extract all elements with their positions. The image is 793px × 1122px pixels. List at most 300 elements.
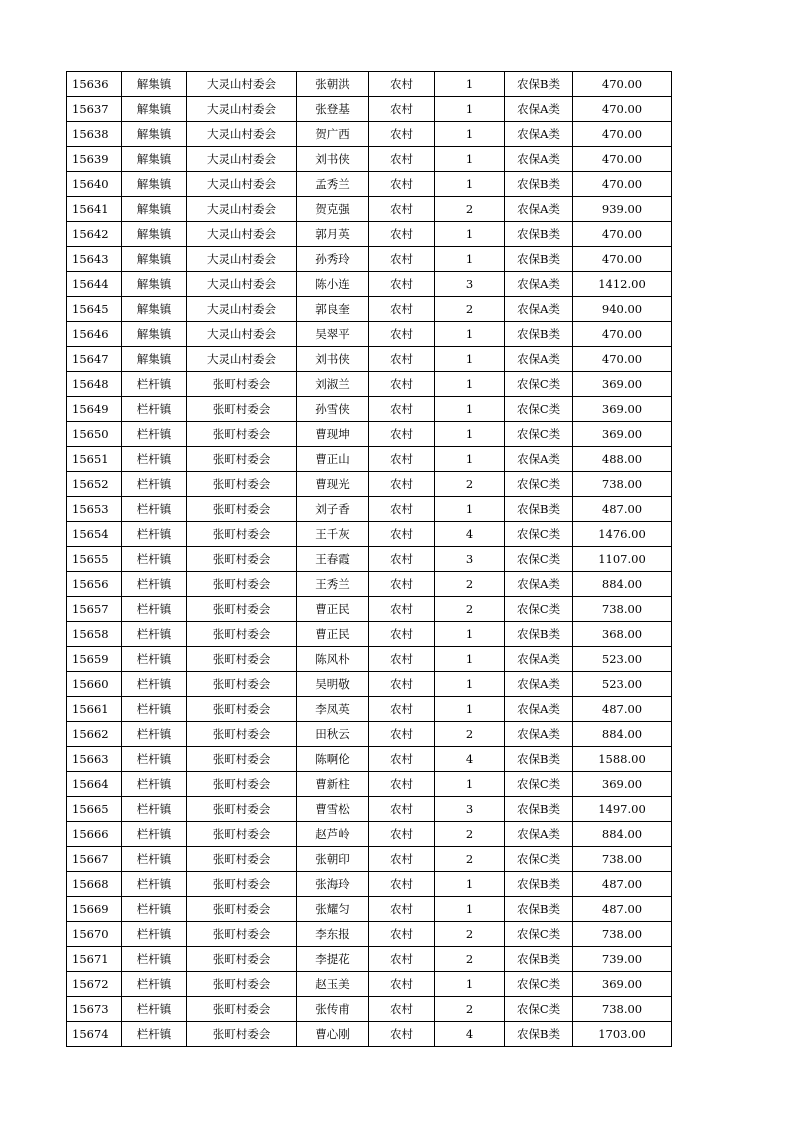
insurance-category-cell: 农保A类 [505, 122, 573, 147]
insurance-category-cell: 农保A类 [505, 722, 573, 747]
name-cell: 刘书侠 [297, 347, 369, 372]
table-row [67, 122, 672, 147]
name-cell: 赵玉美 [297, 972, 369, 997]
amount-cell: 470.00 [573, 172, 672, 197]
household-count-cell: 1 [435, 647, 505, 672]
town-cell: 栏杆镇 [122, 472, 187, 497]
household-count-cell: 1 [435, 422, 505, 447]
household-count-cell: 1 [435, 872, 505, 897]
village-committee-cell: 大灵山村委会 [187, 347, 297, 372]
amount-cell: 369.00 [573, 972, 672, 997]
amount-cell: 884.00 [573, 722, 672, 747]
household-count-cell: 2 [435, 597, 505, 622]
household-count-cell: 1 [435, 622, 505, 647]
name-cell: 曹正山 [297, 447, 369, 472]
residence-type-cell: 农村 [369, 622, 435, 647]
household-count-cell: 1 [435, 147, 505, 172]
insurance-category-cell: 农保B类 [505, 497, 573, 522]
amount-cell: 369.00 [573, 372, 672, 397]
table-row [67, 522, 672, 547]
table-row [67, 147, 672, 172]
town-cell: 栏杆镇 [122, 847, 187, 872]
insurance-category-cell: 农保C类 [505, 397, 573, 422]
insurance-category-cell: 农保C类 [505, 972, 573, 997]
table-row [67, 722, 672, 747]
town-cell: 栏杆镇 [122, 997, 187, 1022]
household-count-cell: 4 [435, 747, 505, 772]
amount-cell: 470.00 [573, 222, 672, 247]
table-row [67, 422, 672, 447]
name-cell: 曹现坤 [297, 422, 369, 447]
insurance-category-cell: 农保C类 [505, 997, 573, 1022]
insurance-category-cell: 农保B类 [505, 72, 573, 97]
name-cell: 贺克强 [297, 197, 369, 222]
amount-cell: 738.00 [573, 847, 672, 872]
residence-type-cell: 农村 [369, 972, 435, 997]
residence-type-cell: 农村 [369, 922, 435, 947]
amount-cell: 487.00 [573, 872, 672, 897]
town-cell: 解集镇 [122, 122, 187, 147]
table-row [67, 747, 672, 772]
insurance-category-cell: 农保A类 [505, 447, 573, 472]
village-committee-cell: 大灵山村委会 [187, 197, 297, 222]
name-cell: 曹新柱 [297, 772, 369, 797]
table-row [67, 847, 672, 872]
amount-cell: 1412.00 [573, 272, 672, 297]
town-cell: 栏杆镇 [122, 822, 187, 847]
record-id-cell: 15659 [67, 647, 122, 672]
village-committee-cell: 张町村委会 [187, 697, 297, 722]
record-id-cell: 15649 [67, 397, 122, 422]
residence-type-cell: 农村 [369, 597, 435, 622]
insurance-category-cell: 农保C类 [505, 522, 573, 547]
record-id-cell: 15668 [67, 872, 122, 897]
residence-type-cell: 农村 [369, 397, 435, 422]
table-row [67, 247, 672, 272]
village-committee-cell: 张町村委会 [187, 597, 297, 622]
record-id-cell: 15655 [67, 547, 122, 572]
name-cell: 曹心刚 [297, 1022, 369, 1047]
insurance-category-cell: 农保C类 [505, 372, 573, 397]
record-id-cell: 15641 [67, 197, 122, 222]
household-count-cell: 2 [435, 572, 505, 597]
record-id-cell: 15643 [67, 247, 122, 272]
household-count-cell: 1 [435, 347, 505, 372]
name-cell: 张耀匀 [297, 897, 369, 922]
household-count-cell: 1 [435, 497, 505, 522]
household-count-cell: 2 [435, 922, 505, 947]
insurance-category-cell: 农保B类 [505, 1022, 573, 1047]
residence-type-cell: 农村 [369, 797, 435, 822]
name-cell: 郭月英 [297, 222, 369, 247]
village-committee-cell: 大灵山村委会 [187, 122, 297, 147]
record-id-cell: 15645 [67, 297, 122, 322]
name-cell: 陈啊伦 [297, 747, 369, 772]
household-count-cell: 1 [435, 247, 505, 272]
amount-cell: 523.00 [573, 672, 672, 697]
table-row [67, 647, 672, 672]
table-row [67, 222, 672, 247]
record-id-cell: 15657 [67, 597, 122, 622]
village-committee-cell: 张町村委会 [187, 897, 297, 922]
name-cell: 曹正民 [297, 597, 369, 622]
village-committee-cell: 张町村委会 [187, 947, 297, 972]
residence-type-cell: 农村 [369, 847, 435, 872]
table-row [67, 447, 672, 472]
residence-type-cell: 农村 [369, 472, 435, 497]
town-cell: 栏杆镇 [122, 897, 187, 922]
village-committee-cell: 张町村委会 [187, 422, 297, 447]
table-row [67, 622, 672, 647]
name-cell: 曹雪松 [297, 797, 369, 822]
village-committee-cell: 张町村委会 [187, 497, 297, 522]
village-committee-cell: 大灵山村委会 [187, 272, 297, 297]
village-committee-cell: 张町村委会 [187, 672, 297, 697]
household-count-cell: 1 [435, 447, 505, 472]
town-cell: 栏杆镇 [122, 622, 187, 647]
residence-type-cell: 农村 [369, 947, 435, 972]
table-row [67, 472, 672, 497]
town-cell: 栏杆镇 [122, 747, 187, 772]
name-cell: 刘书侠 [297, 147, 369, 172]
village-committee-cell: 张町村委会 [187, 1022, 297, 1047]
amount-cell: 1476.00 [573, 522, 672, 547]
household-count-cell: 1 [435, 672, 505, 697]
record-id-cell: 15660 [67, 672, 122, 697]
amount-cell: 738.00 [573, 922, 672, 947]
table-row [67, 547, 672, 572]
residence-type-cell: 农村 [369, 297, 435, 322]
village-committee-cell: 张町村委会 [187, 722, 297, 747]
town-cell: 栏杆镇 [122, 597, 187, 622]
household-count-cell: 3 [435, 797, 505, 822]
insurance-category-cell: 农保C类 [505, 547, 573, 572]
record-id-cell: 15638 [67, 122, 122, 147]
village-committee-cell: 张町村委会 [187, 547, 297, 572]
insurance-category-cell: 农保A类 [505, 647, 573, 672]
residence-type-cell: 农村 [369, 697, 435, 722]
household-count-cell: 1 [435, 397, 505, 422]
residence-type-cell: 农村 [369, 222, 435, 247]
record-id-cell: 15640 [67, 172, 122, 197]
residence-type-cell: 农村 [369, 672, 435, 697]
household-count-cell: 1 [435, 972, 505, 997]
residence-type-cell: 农村 [369, 772, 435, 797]
insurance-category-cell: 农保C类 [505, 472, 573, 497]
town-cell: 栏杆镇 [122, 572, 187, 597]
residence-type-cell: 农村 [369, 122, 435, 147]
name-cell: 李东报 [297, 922, 369, 947]
household-count-cell: 2 [435, 297, 505, 322]
name-cell: 田秋云 [297, 722, 369, 747]
name-cell: 陈小连 [297, 272, 369, 297]
record-id-cell: 15674 [67, 1022, 122, 1047]
record-id-cell: 15653 [67, 497, 122, 522]
residence-type-cell: 农村 [369, 997, 435, 1022]
residence-type-cell: 农村 [369, 272, 435, 297]
name-cell: 吴翠平 [297, 322, 369, 347]
insurance-category-cell: 农保C类 [505, 772, 573, 797]
household-count-cell: 2 [435, 997, 505, 1022]
insurance-category-cell: 农保A类 [505, 272, 573, 297]
amount-cell: 488.00 [573, 447, 672, 472]
table-row [67, 372, 672, 397]
household-count-cell: 2 [435, 947, 505, 972]
household-count-cell: 1 [435, 772, 505, 797]
village-committee-cell: 张町村委会 [187, 747, 297, 772]
table-row [67, 572, 672, 597]
residence-type-cell: 农村 [369, 522, 435, 547]
village-committee-cell: 大灵山村委会 [187, 97, 297, 122]
amount-cell: 738.00 [573, 597, 672, 622]
record-id-cell: 15662 [67, 722, 122, 747]
name-cell: 刘淑兰 [297, 372, 369, 397]
record-id-cell: 15642 [67, 222, 122, 247]
table-row [67, 947, 672, 972]
household-count-cell: 2 [435, 197, 505, 222]
name-cell: 刘子香 [297, 497, 369, 522]
insurance-category-cell: 农保C类 [505, 597, 573, 622]
amount-cell: 939.00 [573, 197, 672, 222]
residence-type-cell: 农村 [369, 572, 435, 597]
record-id-cell: 15652 [67, 472, 122, 497]
village-committee-cell: 张町村委会 [187, 822, 297, 847]
household-count-cell: 1 [435, 897, 505, 922]
household-count-cell: 2 [435, 847, 505, 872]
residence-type-cell: 农村 [369, 247, 435, 272]
record-id-cell: 15667 [67, 847, 122, 872]
insurance-category-cell: 农保A类 [505, 197, 573, 222]
town-cell: 解集镇 [122, 197, 187, 222]
table-row [67, 897, 672, 922]
amount-cell: 884.00 [573, 572, 672, 597]
table-row [67, 172, 672, 197]
town-cell: 栏杆镇 [122, 447, 187, 472]
town-cell: 栏杆镇 [122, 372, 187, 397]
residence-type-cell: 农村 [369, 422, 435, 447]
table-row [67, 772, 672, 797]
record-id-cell: 15656 [67, 572, 122, 597]
insurance-category-cell: 农保A类 [505, 672, 573, 697]
town-cell: 解集镇 [122, 272, 187, 297]
table-row [67, 672, 672, 697]
household-count-cell: 1 [435, 97, 505, 122]
table-body [67, 72, 672, 1047]
amount-cell: 487.00 [573, 697, 672, 722]
amount-cell: 369.00 [573, 772, 672, 797]
village-committee-cell: 张町村委会 [187, 447, 297, 472]
table-row [67, 197, 672, 222]
insurance-category-cell: 农保A类 [505, 297, 573, 322]
residence-type-cell: 农村 [369, 347, 435, 372]
amount-cell: 738.00 [573, 997, 672, 1022]
insurance-category-cell: 农保A类 [505, 697, 573, 722]
record-id-cell: 15646 [67, 322, 122, 347]
table-row [67, 922, 672, 947]
village-committee-cell: 张町村委会 [187, 772, 297, 797]
insurance-category-cell: 农保A类 [505, 572, 573, 597]
record-id-cell: 15670 [67, 922, 122, 947]
household-count-cell: 4 [435, 1022, 505, 1047]
insurance-category-cell: 农保B类 [505, 872, 573, 897]
household-count-cell: 1 [435, 222, 505, 247]
name-cell: 孙秀玲 [297, 247, 369, 272]
amount-cell: 470.00 [573, 347, 672, 372]
town-cell: 栏杆镇 [122, 772, 187, 797]
name-cell: 曹正民 [297, 622, 369, 647]
village-committee-cell: 张町村委会 [187, 997, 297, 1022]
residence-type-cell: 农村 [369, 872, 435, 897]
table-row [67, 297, 672, 322]
residence-type-cell: 农村 [369, 322, 435, 347]
amount-cell: 470.00 [573, 122, 672, 147]
village-committee-cell: 大灵山村委会 [187, 172, 297, 197]
record-id-cell: 15654 [67, 522, 122, 547]
village-committee-cell: 张町村委会 [187, 847, 297, 872]
household-count-cell: 1 [435, 697, 505, 722]
record-id-cell: 15636 [67, 72, 122, 97]
amount-cell: 369.00 [573, 422, 672, 447]
amount-cell: 369.00 [573, 397, 672, 422]
insurance-category-cell: 农保B类 [505, 947, 573, 972]
table-row [67, 997, 672, 1022]
town-cell: 解集镇 [122, 172, 187, 197]
record-id-cell: 15650 [67, 422, 122, 447]
town-cell: 栏杆镇 [122, 797, 187, 822]
town-cell: 解集镇 [122, 297, 187, 322]
village-committee-cell: 张町村委会 [187, 972, 297, 997]
record-id-cell: 15644 [67, 272, 122, 297]
village-committee-cell: 张町村委会 [187, 797, 297, 822]
town-cell: 栏杆镇 [122, 547, 187, 572]
amount-cell: 368.00 [573, 622, 672, 647]
amount-cell: 487.00 [573, 897, 672, 922]
amount-cell: 470.00 [573, 72, 672, 97]
name-cell: 孙雪侠 [297, 397, 369, 422]
insurance-category-cell: 农保B类 [505, 747, 573, 772]
household-count-cell: 1 [435, 322, 505, 347]
amount-cell: 940.00 [573, 297, 672, 322]
household-count-cell: 3 [435, 272, 505, 297]
name-cell: 赵芦岭 [297, 822, 369, 847]
insurance-category-cell: 农保C类 [505, 847, 573, 872]
record-id-cell: 15673 [67, 997, 122, 1022]
household-count-cell: 1 [435, 372, 505, 397]
table-row [67, 1022, 672, 1047]
record-id-cell: 15666 [67, 822, 122, 847]
town-cell: 解集镇 [122, 222, 187, 247]
household-count-cell: 4 [435, 522, 505, 547]
village-committee-cell: 张町村委会 [187, 522, 297, 547]
residence-type-cell: 农村 [369, 172, 435, 197]
name-cell: 吴明敬 [297, 672, 369, 697]
residence-type-cell: 农村 [369, 372, 435, 397]
town-cell: 解集镇 [122, 322, 187, 347]
town-cell: 栏杆镇 [122, 1022, 187, 1047]
amount-cell: 1703.00 [573, 1022, 672, 1047]
residence-type-cell: 农村 [369, 647, 435, 672]
residence-type-cell: 农村 [369, 197, 435, 222]
record-id-cell: 15669 [67, 897, 122, 922]
village-committee-cell: 张町村委会 [187, 622, 297, 647]
amount-cell: 1497.00 [573, 797, 672, 822]
insurance-category-cell: 农保B类 [505, 172, 573, 197]
village-committee-cell: 张町村委会 [187, 472, 297, 497]
table-row [67, 322, 672, 347]
amount-cell: 487.00 [573, 497, 672, 522]
town-cell: 栏杆镇 [122, 947, 187, 972]
table-row [67, 497, 672, 522]
record-id-cell: 15651 [67, 447, 122, 472]
village-committee-cell: 张町村委会 [187, 922, 297, 947]
town-cell: 栏杆镇 [122, 647, 187, 672]
table-row [67, 797, 672, 822]
name-cell: 陈风朴 [297, 647, 369, 672]
name-cell: 王千灰 [297, 522, 369, 547]
table-row [67, 597, 672, 622]
name-cell: 张登基 [297, 97, 369, 122]
village-committee-cell: 大灵山村委会 [187, 322, 297, 347]
record-id-cell: 15658 [67, 622, 122, 647]
household-count-cell: 2 [435, 722, 505, 747]
insurance-category-cell: 农保B类 [505, 247, 573, 272]
amount-cell: 884.00 [573, 822, 672, 847]
amount-cell: 523.00 [573, 647, 672, 672]
village-committee-cell: 张町村委会 [187, 397, 297, 422]
town-cell: 栏杆镇 [122, 922, 187, 947]
insurance-category-cell: 农保C类 [505, 922, 573, 947]
household-count-cell: 3 [435, 547, 505, 572]
table-row [67, 347, 672, 372]
insurance-category-cell: 农保B类 [505, 622, 573, 647]
data-table [66, 71, 672, 1047]
household-count-cell: 1 [435, 172, 505, 197]
residence-type-cell: 农村 [369, 97, 435, 122]
amount-cell: 470.00 [573, 247, 672, 272]
village-committee-cell: 张町村委会 [187, 372, 297, 397]
amount-cell: 738.00 [573, 472, 672, 497]
record-id-cell: 15663 [67, 747, 122, 772]
table-row [67, 972, 672, 997]
insurance-category-cell: 农保B类 [505, 322, 573, 347]
record-id-cell: 15648 [67, 372, 122, 397]
village-committee-cell: 大灵山村委会 [187, 247, 297, 272]
town-cell: 栏杆镇 [122, 972, 187, 997]
insurance-category-cell: 农保B类 [505, 897, 573, 922]
town-cell: 解集镇 [122, 72, 187, 97]
village-committee-cell: 大灵山村委会 [187, 222, 297, 247]
amount-cell: 739.00 [573, 947, 672, 972]
name-cell: 张朝印 [297, 847, 369, 872]
town-cell: 栏杆镇 [122, 697, 187, 722]
record-id-cell: 15664 [67, 772, 122, 797]
town-cell: 解集镇 [122, 247, 187, 272]
name-cell: 王秀兰 [297, 572, 369, 597]
residence-type-cell: 农村 [369, 897, 435, 922]
village-committee-cell: 张町村委会 [187, 647, 297, 672]
residence-type-cell: 农村 [369, 497, 435, 522]
town-cell: 解集镇 [122, 97, 187, 122]
town-cell: 栏杆镇 [122, 722, 187, 747]
insurance-category-cell: 农保A类 [505, 822, 573, 847]
residence-type-cell: 农村 [369, 547, 435, 572]
residence-type-cell: 农村 [369, 447, 435, 472]
residence-type-cell: 农村 [369, 147, 435, 172]
residence-type-cell: 农村 [369, 1022, 435, 1047]
town-cell: 栏杆镇 [122, 397, 187, 422]
village-committee-cell: 大灵山村委会 [187, 72, 297, 97]
insurance-category-cell: 农保A类 [505, 147, 573, 172]
